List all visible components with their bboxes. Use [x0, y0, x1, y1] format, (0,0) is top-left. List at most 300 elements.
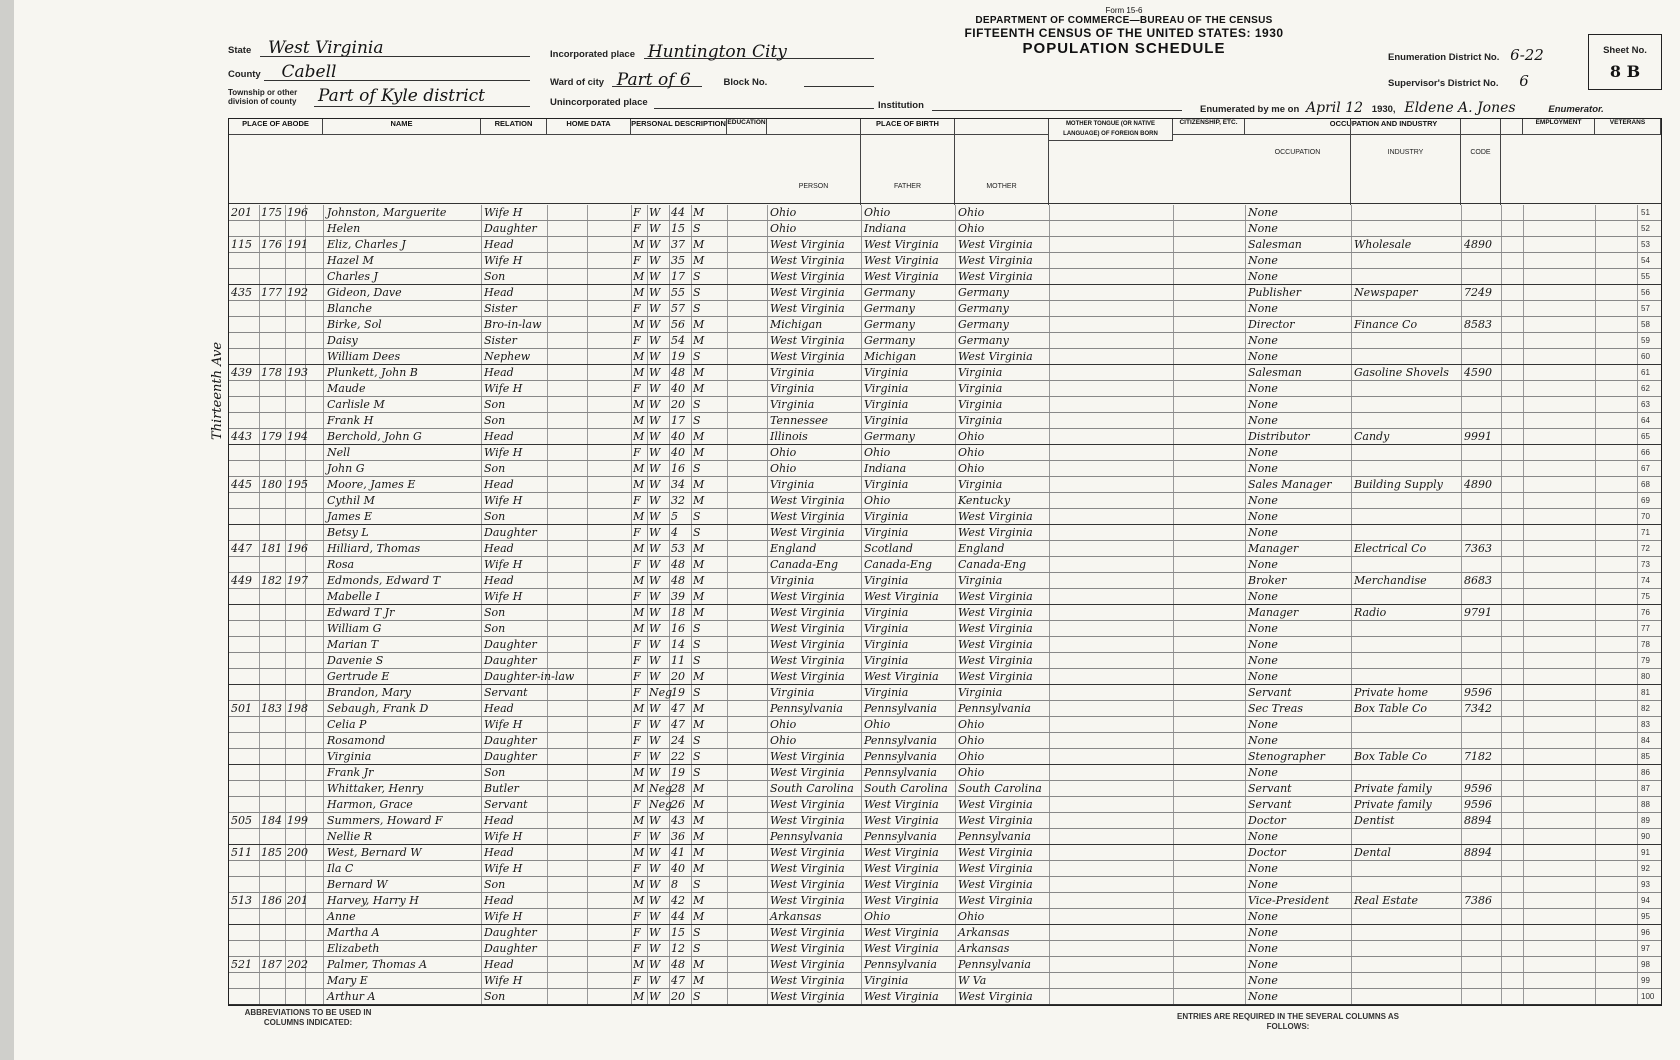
cell-name: Frank Jr	[327, 766, 374, 779]
cell-fbp: Ohio	[864, 718, 891, 731]
cell-code: 7386	[1464, 894, 1492, 907]
cell-dw	[261, 925, 285, 941]
cell-ind	[1354, 669, 1461, 685]
cell-mar: M	[693, 782, 705, 795]
cell-bp: West Virginia	[770, 798, 845, 811]
line-number: 90	[1641, 832, 1650, 841]
cell-dw: 179	[261, 430, 282, 443]
cell-fam	[287, 685, 307, 701]
cell-race: W	[649, 638, 661, 651]
table-row	[229, 653, 1661, 669]
cell-bp: West Virginia	[770, 974, 845, 987]
cell-house	[231, 461, 259, 477]
cell-race: W	[649, 302, 661, 315]
cell-rel: Wife H	[484, 830, 523, 843]
cell-fbp: West Virginia	[864, 238, 939, 251]
cell-dw: 176	[261, 238, 282, 251]
cell-sex: F	[633, 382, 641, 395]
cell-fbp: Indiana	[864, 462, 907, 475]
cell-fam	[287, 605, 307, 621]
cell-code: 7249	[1464, 286, 1492, 299]
cell-race: W	[649, 238, 661, 251]
cell-fbp: Germany	[864, 286, 915, 299]
cell-mbp: Virginia	[958, 398, 1003, 411]
cell-mbp: Virginia	[958, 574, 1003, 587]
cell-mbp: West Virginia	[958, 590, 1033, 603]
county-field	[228, 62, 336, 82]
cell-house	[231, 861, 259, 877]
table-row	[229, 701, 1661, 717]
cell-sex: M	[633, 350, 645, 363]
cell-name: Arthur A	[327, 990, 376, 1003]
cell-rel: Head	[484, 366, 514, 379]
cell-dw: 184	[261, 814, 282, 827]
cell-house	[231, 381, 259, 397]
cell-race: Neg	[649, 782, 673, 795]
cell-fam	[287, 717, 307, 733]
cell-house: 439	[231, 366, 252, 379]
cell-code	[1464, 989, 1501, 1005]
cell-mbp: Pennsylvania	[958, 830, 1031, 843]
table-row	[229, 973, 1661, 989]
cell-race: W	[649, 366, 661, 379]
enumerated-year: 1930,	[1371, 104, 1396, 115]
cell-mar: S	[693, 926, 701, 939]
cell-name: Gideon, Dave	[327, 286, 402, 299]
cell-sex: F	[633, 638, 641, 651]
cell-sex: M	[633, 366, 645, 379]
cell-race: W	[649, 286, 661, 299]
cell-fbp: Pennsylvania	[864, 750, 937, 763]
cell-ind: Private family	[1354, 782, 1432, 795]
cell-mar: S	[693, 286, 701, 299]
cell-fam: 197	[287, 574, 308, 587]
group-occupation: OCCUPATION AND INDUSTRY	[1245, 119, 1523, 135]
cell-race: W	[649, 878, 661, 891]
cell-bp: Ohio	[770, 206, 797, 219]
line-number: 70	[1641, 512, 1650, 521]
cell-sex: F	[633, 446, 641, 459]
cell-occ: Doctor	[1248, 814, 1286, 827]
cell-age: 44	[671, 206, 685, 219]
cell-ind: Electrical Co	[1354, 542, 1427, 555]
incorporated-value: Huntington City	[647, 42, 787, 62]
cell-code	[1464, 333, 1501, 349]
cell-occ: Servant	[1248, 782, 1292, 795]
cell-code	[1464, 861, 1501, 877]
cell-sex: M	[633, 286, 645, 299]
abbrev-title: ABBREVIATIONS TO BE USED IN COLUMNS INDICATED:	[244, 1008, 372, 1027]
cell-code	[1464, 493, 1501, 509]
cell-name: Brandon, Mary	[327, 686, 412, 699]
table-row	[229, 813, 1661, 829]
ward-label: Ward of city	[550, 77, 605, 88]
cell-code	[1464, 589, 1501, 605]
col-code: CODE	[1461, 119, 1501, 205]
cell-bp: South Carolina	[770, 782, 854, 795]
cell-house	[231, 941, 259, 957]
cell-occ: None	[1248, 302, 1278, 315]
cell-race: W	[649, 398, 661, 411]
cell-fbp: Germany	[864, 430, 915, 443]
line-number: 100	[1641, 992, 1655, 1001]
table-row	[229, 301, 1661, 317]
cell-sex: M	[633, 990, 645, 1003]
cell-fam	[287, 493, 307, 509]
cell-mar: M	[693, 254, 705, 267]
cell-mbp: West Virginia	[958, 254, 1033, 267]
ward-value: Part of 6	[616, 70, 691, 90]
cell-rel: Daughter	[484, 734, 537, 747]
cell-mbp: Germany	[958, 318, 1009, 331]
cell-occ: Sales Manager	[1248, 478, 1332, 491]
cell-name: John G	[327, 462, 365, 475]
cell-dw: 186	[261, 894, 282, 907]
entries-title: ENTRIES ARE REQUIRED IN THE SEVERAL COLUMNS AS FOLLOWS:	[1177, 1012, 1399, 1031]
cell-name: Gertrude E	[327, 670, 390, 683]
cell-name: Anne	[327, 910, 356, 923]
line-number: 59	[1641, 336, 1650, 345]
cell-sex: F	[633, 718, 641, 731]
line-number: 76	[1641, 608, 1650, 617]
enum-district-label: Enumeration District No.	[1388, 52, 1500, 63]
cell-mar: S	[693, 414, 701, 427]
line-number: 98	[1641, 960, 1650, 969]
cell-race: W	[649, 814, 661, 827]
cell-fam	[287, 317, 307, 333]
cell-dw: 181	[261, 542, 282, 555]
cell-fam	[287, 637, 307, 653]
line-number: 77	[1641, 624, 1650, 633]
cell-age: 42	[671, 894, 685, 907]
cell-mbp: South Carolina	[958, 782, 1042, 795]
cell-bp: West Virginia	[770, 622, 845, 635]
cell-occ: None	[1248, 958, 1278, 971]
cell-race: W	[649, 734, 661, 747]
cell-race: W	[649, 590, 661, 603]
cell-name: Frank H	[327, 414, 374, 427]
cell-mar: M	[693, 798, 705, 811]
cell-dw: 187	[261, 958, 282, 971]
cell-name: West, Bernard W	[327, 846, 422, 859]
cell-sex: M	[633, 622, 645, 635]
table-row	[229, 989, 1661, 1005]
cell-race: W	[649, 862, 661, 875]
cell-code: 8894	[1464, 846, 1492, 859]
cell-bp: West Virginia	[770, 990, 845, 1003]
cell-fam	[287, 381, 307, 397]
cell-fam: 195	[287, 478, 308, 491]
cell-ind	[1354, 509, 1461, 525]
cell-mbp: Virginia	[958, 414, 1003, 427]
cell-mar: M	[693, 478, 705, 491]
cell-code: 8683	[1464, 574, 1492, 587]
cell-bp: West Virginia	[770, 334, 845, 347]
col-father: FATHER	[861, 119, 955, 205]
cell-fam	[287, 925, 307, 941]
cell-dw	[261, 685, 285, 701]
cell-age: 36	[671, 830, 685, 843]
cell-ind: Building Supply	[1354, 478, 1443, 491]
cell-fbp: South Carolina	[864, 782, 948, 795]
cell-rel: Head	[484, 814, 514, 827]
cell-rel: Wife H	[484, 590, 523, 603]
cell-age: 43	[671, 814, 685, 827]
cell-dw	[261, 653, 285, 669]
cell-ind	[1354, 445, 1461, 461]
cell-code	[1464, 765, 1501, 781]
cell-house	[231, 685, 259, 701]
group-personal-description: PERSONAL DESCRIPTION	[631, 119, 727, 135]
cell-mbp: West Virginia	[958, 526, 1033, 539]
cell-mar: M	[693, 814, 705, 827]
cell-fbp: Ohio	[864, 910, 891, 923]
cell-code: 8583	[1464, 318, 1492, 331]
cell-ind	[1354, 733, 1461, 749]
cell-name: Charles J	[327, 270, 378, 283]
cell-ind	[1354, 941, 1461, 957]
cell-name: Bernard W	[327, 878, 388, 891]
cell-house	[231, 349, 259, 365]
incorporated-label: Incorporated place	[550, 49, 635, 60]
cell-bp: Virginia	[770, 478, 815, 491]
census-title-block	[894, 6, 1354, 57]
group-place-of-abode: PLACE OF ABODE	[229, 119, 323, 135]
cell-race: W	[649, 926, 661, 939]
line-number: 86	[1641, 768, 1650, 777]
cell-mar: M	[693, 430, 705, 443]
cell-mbp: Germany	[958, 302, 1009, 315]
cell-rel: Head	[484, 430, 514, 443]
cell-race: W	[649, 990, 661, 1003]
cell-mbp: Arkansas	[958, 942, 1010, 955]
cell-mar: S	[693, 990, 701, 1003]
cell-bp: West Virginia	[770, 270, 845, 283]
cell-fam	[287, 829, 307, 845]
cell-mar: S	[693, 686, 701, 699]
cell-sex: M	[633, 430, 645, 443]
cell-mar: M	[693, 702, 705, 715]
cell-rel: Head	[484, 238, 514, 251]
cell-code	[1464, 909, 1501, 925]
table-row	[229, 749, 1661, 765]
table-row	[229, 205, 1661, 221]
cell-mbp: West Virginia	[958, 846, 1033, 859]
state-value: West Virginia	[268, 38, 384, 58]
cell-mar: M	[693, 494, 705, 507]
cell-fam	[287, 909, 307, 925]
cell-fbp: Pennsylvania	[864, 958, 937, 971]
cell-sex: F	[633, 686, 641, 699]
cell-house: 435	[231, 286, 252, 299]
cell-house	[231, 989, 259, 1005]
cell-mar: M	[693, 606, 705, 619]
cell-occ: None	[1248, 718, 1278, 731]
cell-occ: None	[1248, 494, 1278, 507]
line-number: 83	[1641, 720, 1650, 729]
cell-bp: West Virginia	[770, 958, 845, 971]
cell-fbp: Virginia	[864, 382, 909, 395]
cell-name: Marian T	[327, 638, 379, 651]
supervisor-label: Supervisor's District No.	[1388, 78, 1499, 89]
cell-mbp: Virginia	[958, 382, 1003, 395]
cell-occ: Stenographer	[1248, 750, 1325, 763]
cell-fam	[287, 509, 307, 525]
cell-code	[1464, 269, 1501, 285]
cell-ind: Box Table Co	[1354, 750, 1428, 763]
line-number: 51	[1641, 208, 1650, 217]
cell-fam	[287, 653, 307, 669]
cell-bp: Virginia	[770, 382, 815, 395]
cell-fbp: Virginia	[864, 574, 909, 587]
table-row	[229, 717, 1661, 733]
cell-dw	[261, 397, 285, 413]
cell-house	[231, 973, 259, 989]
cell-bp: West Virginia	[770, 254, 845, 267]
cell-mbp: Ohio	[958, 222, 985, 235]
cell-code: 8894	[1464, 814, 1492, 827]
cell-name: Hazel M	[327, 254, 374, 267]
table-row	[229, 365, 1661, 381]
cell-house	[231, 909, 259, 925]
cell-race: W	[649, 222, 661, 235]
cell-dw: 175	[261, 206, 282, 219]
cell-fam	[287, 989, 307, 1005]
enumerated-field	[1200, 100, 1604, 116]
cell-house: 445	[231, 478, 252, 491]
cell-occ: None	[1248, 622, 1278, 635]
cell-mar: M	[693, 590, 705, 603]
cell-mbp: West Virginia	[958, 654, 1033, 667]
cell-fbp: Scotland	[864, 542, 913, 555]
cell-mar: S	[693, 398, 701, 411]
cell-bp: West Virginia	[770, 286, 845, 299]
cell-rel: Daughter	[484, 926, 537, 939]
cell-mbp: Arkansas	[958, 926, 1010, 939]
cell-occ: None	[1248, 590, 1278, 603]
cell-name: Nell	[327, 446, 351, 459]
cell-ind	[1354, 205, 1461, 221]
cell-mbp: Canada-Eng	[958, 558, 1027, 571]
cell-race: W	[649, 750, 661, 763]
cell-age: 44	[671, 910, 685, 923]
cell-age: 28	[671, 782, 685, 795]
cell-ind	[1354, 877, 1461, 893]
cell-bp: West Virginia	[770, 302, 845, 315]
cell-code	[1464, 349, 1501, 365]
cell-fbp: Virginia	[864, 414, 909, 427]
line-number: 68	[1641, 480, 1650, 489]
cell-name: Rosa	[327, 558, 355, 571]
table-row	[229, 493, 1661, 509]
cell-fbp: Germany	[864, 318, 915, 331]
cell-sex: M	[633, 846, 645, 859]
cell-ind: Dentist	[1354, 814, 1395, 827]
cell-occ: None	[1248, 414, 1278, 427]
cell-dw	[261, 317, 285, 333]
cell-race: W	[649, 974, 661, 987]
unincorporated-label: Unincorporated place	[550, 97, 648, 108]
cell-fbp: Virginia	[864, 510, 909, 523]
cell-code	[1464, 525, 1501, 541]
cell-fbp: Pennsylvania	[864, 734, 937, 747]
cell-bp: West Virginia	[770, 510, 845, 523]
cell-fam	[287, 397, 307, 413]
table-row	[229, 685, 1661, 701]
cell-bp: Virginia	[770, 574, 815, 587]
cell-age: 18	[671, 606, 685, 619]
table-row	[229, 557, 1661, 573]
cell-race: W	[649, 718, 661, 731]
cell-rel: Wife H	[484, 910, 523, 923]
cell-mar: M	[693, 958, 705, 971]
line-number: 93	[1641, 880, 1650, 889]
cell-dw	[261, 333, 285, 349]
cell-fam: 201	[287, 894, 308, 907]
cell-fbp: West Virginia	[864, 670, 939, 683]
cell-fbp: Pennsylvania	[864, 702, 937, 715]
cell-name: Ila C	[327, 862, 354, 875]
line-number: 95	[1641, 912, 1650, 921]
cell-age: 57	[671, 302, 685, 315]
cell-occ: None	[1248, 510, 1278, 523]
cell-occ: None	[1248, 638, 1278, 651]
line-number: 58	[1641, 320, 1650, 329]
cell-dw	[261, 861, 285, 877]
col-occupation: OCCUPATION	[1245, 119, 1351, 205]
cell-race: W	[649, 430, 661, 443]
cell-fbp: Virginia	[864, 686, 909, 699]
cell-occ: None	[1248, 382, 1278, 395]
table-row	[229, 541, 1661, 557]
cell-bp: West Virginia	[770, 862, 845, 875]
cell-bp: West Virginia	[770, 638, 845, 651]
cell-rel: Wife H	[484, 494, 523, 507]
table-row	[229, 941, 1661, 957]
cell-occ: Director	[1248, 318, 1295, 331]
institution-label: Institution	[878, 100, 924, 111]
cell-sex: M	[633, 510, 645, 523]
line-number: 73	[1641, 560, 1650, 569]
cell-dw	[261, 557, 285, 573]
cell-fbp: Virginia	[864, 638, 909, 651]
cell-fam	[287, 413, 307, 429]
cell-sex: M	[633, 894, 645, 907]
cell-fbp: West Virginia	[864, 590, 939, 603]
cell-age: 47	[671, 974, 685, 987]
cell-fam: 198	[287, 702, 308, 715]
cell-rel: Son	[484, 270, 506, 283]
cell-fam	[287, 349, 307, 365]
cell-fbp: Germany	[864, 334, 915, 347]
incorporated-field	[550, 42, 787, 62]
cell-bp: West Virginia	[770, 606, 845, 619]
cell-ind	[1354, 461, 1461, 477]
cell-dw: 178	[261, 366, 282, 379]
cell-age: 16	[671, 462, 685, 475]
cell-code: 7363	[1464, 542, 1492, 555]
table-row	[229, 781, 1661, 797]
cell-fbp: Ohio	[864, 446, 891, 459]
cell-sex: F	[633, 526, 641, 539]
cell-house: 115	[231, 238, 252, 251]
line-number: 69	[1641, 496, 1650, 505]
group-mother-tongue: MOTHER TONGUE (OR NATIVE LANGUAGE) OF FOREIGN BORN	[1049, 119, 1173, 141]
cell-ind: Gasoline Shovels	[1354, 366, 1449, 379]
cell-age: 14	[671, 638, 685, 651]
cell-rel: Wife H	[484, 206, 523, 219]
cell-ind	[1354, 589, 1461, 605]
